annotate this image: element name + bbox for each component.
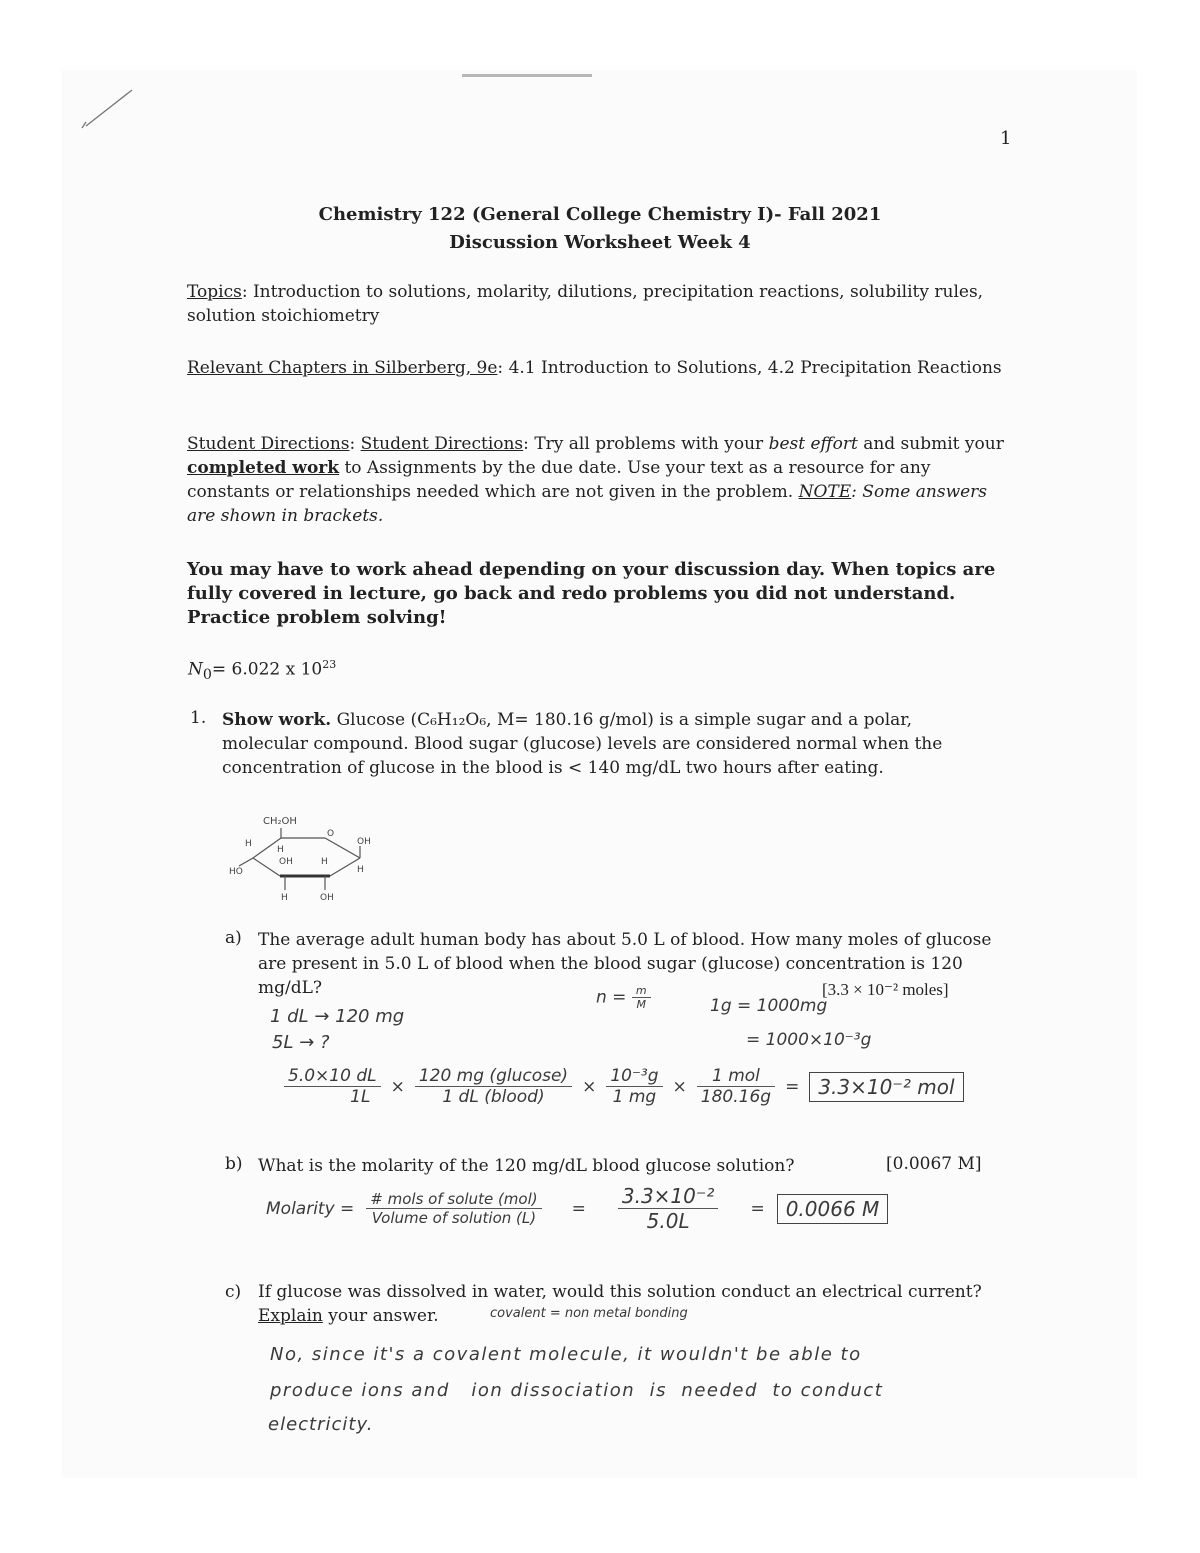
qb-hw-val-num: 3.3×10⁻² bbox=[618, 1184, 719, 1209]
avogadro-symbol: N bbox=[188, 659, 203, 680]
avogadro-value: = 6.022 x 10 bbox=[211, 659, 323, 680]
qc-hw-note: covalent = non metal bonding bbox=[490, 1306, 688, 1321]
chapters-section: Relevant Chapters in Silberberg, 9e: 4.1 Introduction to Solutions, 4.2 Precipitation Reactions bbox=[187, 358, 1002, 378]
check-mark-icon bbox=[78, 82, 138, 134]
avogadro-constant bbox=[188, 658, 336, 683]
directions-label: Student Directions bbox=[187, 434, 350, 454]
directions-section: Student Directions: Student Directions: Try all problems with your best effort and submit your completed work to Assignments by the due date. Use your text as a resource for any constants or relationships needed which are not given in the problem. NOTE: Some answers are shown in brackets. bbox=[187, 434, 1004, 526]
avogadro-sub: 0 bbox=[202, 667, 212, 684]
label-h1: H bbox=[245, 839, 252, 849]
chapters-text: 4.1 Introduction to Solutions, 4.2 Precipitation Reactions bbox=[508, 358, 1002, 378]
qa-hw-g-mg2: = 1000×10⁻³g bbox=[746, 1030, 872, 1050]
qa-hw-times-3: × bbox=[672, 1076, 687, 1097]
qa-hw-f3-den: 1 mg bbox=[612, 1087, 657, 1107]
qa-hw-M: M bbox=[636, 998, 646, 1011]
qc-letter: c) bbox=[225, 1282, 242, 1302]
topics-label: Topics bbox=[187, 282, 242, 302]
qb-text: What is the molarity of the 120 mg/dL blood glucose solution? bbox=[258, 1156, 795, 1176]
qc-explain: Explain bbox=[258, 1306, 323, 1326]
label-h5: H bbox=[281, 893, 288, 903]
label-h3: H bbox=[321, 857, 328, 867]
page-subtitle: Discussion Worksheet Week 4 bbox=[449, 232, 751, 253]
qb-hw-molarity-label: Molarity = bbox=[266, 1198, 355, 1219]
chapters-label: Relevant Chapters in Silberberg, 9e bbox=[187, 358, 498, 378]
qb-hw-eq-2: = bbox=[750, 1198, 765, 1219]
qa-hw-eq: = bbox=[785, 1076, 800, 1097]
qb-hw-num: # mols of solute (mol) bbox=[366, 1190, 541, 1209]
qa-hw-line2: 5L → ? bbox=[272, 1032, 330, 1053]
work-ahead-notice: You may have to work ahead depending on your discussion day. When topics are fully covered in lecture, go back and redo problems you did not understand. Practice problem solving! bbox=[187, 559, 996, 628]
label-ring-o: O bbox=[327, 829, 335, 839]
qb-answer-bracket: [0.0067 M] bbox=[886, 1154, 982, 1174]
qa-hw-times-2: × bbox=[582, 1076, 597, 1097]
qa-hw-result: 3.3×10⁻² mol bbox=[809, 1072, 963, 1102]
page-title: Chemistry 122 (General College Chemistry I)- Fall 2021 bbox=[318, 204, 882, 225]
qa-hw-g-mg: 1g = 1000mg bbox=[710, 996, 828, 1016]
q1-body: Glucose (C₆H₁₂O₆, M= 180.16 g/mol) is a simple sugar and a polar, molecular compound. Blood sugar (glucose) levels are considered normal when the concentration of glucose in the blood is < 140 mg/dL two hours after eating. bbox=[222, 710, 943, 778]
qa-answer-bracket: [3.3 × 10⁻² moles] bbox=[822, 980, 949, 999]
directions-text-1: Try all problems with your bbox=[534, 434, 764, 454]
qa-text: The average adult human body has about 5.0 L of blood. How many moles of glucose are present in 5.0 L of blood when the blood sugar (glucose) concentration is 120 mg/dL? bbox=[258, 930, 992, 998]
qb-hw-den: Volume of solution (L) bbox=[371, 1209, 537, 1227]
qa-hw-n-label: n = bbox=[596, 987, 627, 1008]
label-ch2oh: CH₂OH bbox=[263, 816, 297, 827]
qc-text-1: If glucose was dissolved in water, would this solution conduct an electrical current? bbox=[258, 1282, 982, 1302]
qa-hw-line1: 1 dL → 120 mg bbox=[270, 1006, 405, 1027]
label-oh-mid: OH bbox=[279, 857, 293, 867]
topics-text: Introduction to solutions, molarity, dilutions, precipitation reactions, solubility rules, solution stoichiometry bbox=[187, 282, 984, 326]
topics-section: Topics: Introduction to solutions, molarity, dilutions, precipitation reactions, solubility rules, solution stoichiometry bbox=[187, 282, 984, 326]
label-ho-left: HO bbox=[229, 867, 243, 877]
label-oh-bottom: OH bbox=[320, 893, 334, 903]
q1-number: 1. bbox=[190, 708, 207, 728]
directions-text-3: to Assignments by the due date. Use your text as a resource for any constants or relationships needed which are not given in the problem. bbox=[187, 458, 931, 502]
qa-hw-m: m bbox=[632, 984, 651, 998]
scan-smudge bbox=[462, 74, 592, 77]
qb-hw-result: 0.0066 M bbox=[777, 1194, 889, 1224]
label-h2: H bbox=[277, 845, 284, 855]
qa-hw-f2-num: 120 mg (glucose) bbox=[415, 1066, 572, 1087]
label-h4: H bbox=[357, 865, 364, 875]
show-work-label: Show work. bbox=[222, 710, 332, 730]
qa-hw-f1-den: 1L bbox=[284, 1086, 381, 1107]
label-oh-right: OH bbox=[357, 837, 371, 847]
qb-hw-calculation bbox=[266, 1184, 888, 1233]
avogadro-exponent: 23 bbox=[322, 658, 337, 671]
qc-hw-line1: No, since it's a covalent molecule, it wouldn't be able to bbox=[270, 1344, 862, 1365]
page-number: 1 bbox=[1000, 128, 1012, 149]
qa-hw-f4-num: 1 mol bbox=[697, 1066, 775, 1087]
qb-hw-eq-1: = bbox=[571, 1198, 586, 1219]
q1-text bbox=[222, 708, 1002, 780]
note-text: Some answers are shown in brackets. bbox=[187, 482, 988, 526]
directions-label-repeat: Student Directions bbox=[360, 434, 524, 454]
qa-hw-f3-num: 10⁻³g bbox=[606, 1066, 662, 1087]
qa-hw-f4-den: 180.16g bbox=[700, 1087, 772, 1107]
qc-hw-line3: electricity. bbox=[268, 1414, 374, 1435]
qa-hw-times-1: × bbox=[390, 1076, 405, 1097]
qc-text-2: your answer. bbox=[328, 1306, 439, 1326]
qa-letter: a) bbox=[225, 928, 242, 948]
glucose-structure-diagram bbox=[225, 808, 395, 903]
qa-hw-calculation bbox=[284, 1066, 964, 1107]
qc-hw-line2: produce ions and ion dissociation is needed to conduct bbox=[270, 1380, 884, 1401]
note-label: NOTE bbox=[798, 482, 852, 502]
completed-work-text: completed work bbox=[187, 458, 340, 478]
qa-hw-f2-den: 1 dL (blood) bbox=[442, 1087, 545, 1107]
best-effort-text: best effort bbox=[768, 434, 858, 454]
qb-letter: b) bbox=[225, 1154, 243, 1174]
qa-hw-n-eq bbox=[596, 984, 651, 1011]
qa-hw-f1-num: 5.0×10 dL bbox=[288, 1066, 377, 1086]
directions-text-2: and submit your bbox=[863, 434, 1004, 454]
qb-hw-val-den: 5.0L bbox=[646, 1209, 690, 1233]
